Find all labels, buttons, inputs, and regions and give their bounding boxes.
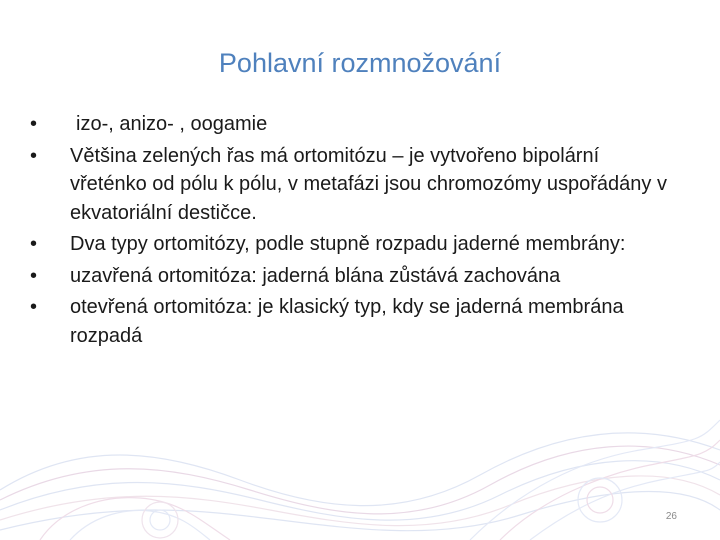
bullet-text: izo-, anizo- , oogamie (76, 113, 268, 135)
bullet-icon: • (30, 264, 38, 287)
bullet-text: uzavřená ortomitóza: jaderná blána zůstává zachována (70, 264, 561, 287)
page-number: 26 (665, 511, 677, 522)
bullet-list (30, 110, 680, 353)
bullet-text: otevřená ortomitóza: je klasický typ, kdy se jaderná membrána rozpadá (70, 296, 624, 347)
wave-decoration (0, 380, 720, 540)
bullet-icon: • (30, 144, 38, 167)
bullet-item-open (30, 293, 680, 350)
bullet-text: Většina zelených řas má ortomitózu – je vytvořeno bipolární vřeténko od pólu k pólu, v metafázi jsou chromozómy uspořádány v ekvatoriální destičce. (70, 144, 667, 224)
bullet-item-closed (30, 262, 680, 291)
slide-title: Pohlavní rozmnožování (218, 48, 502, 78)
bullet-icon: • (30, 233, 38, 255)
bullet-item-two-types (30, 230, 680, 259)
bullet-text: Dva typy ortomitózy, podle stupně rozpadu jaderné membrány: (70, 233, 626, 255)
bullet-item-reproduction-types (30, 110, 680, 139)
bullet-icon: • (30, 113, 38, 135)
bullet-item-ortomitosis (30, 142, 680, 228)
bullet-icon: • (30, 296, 38, 318)
